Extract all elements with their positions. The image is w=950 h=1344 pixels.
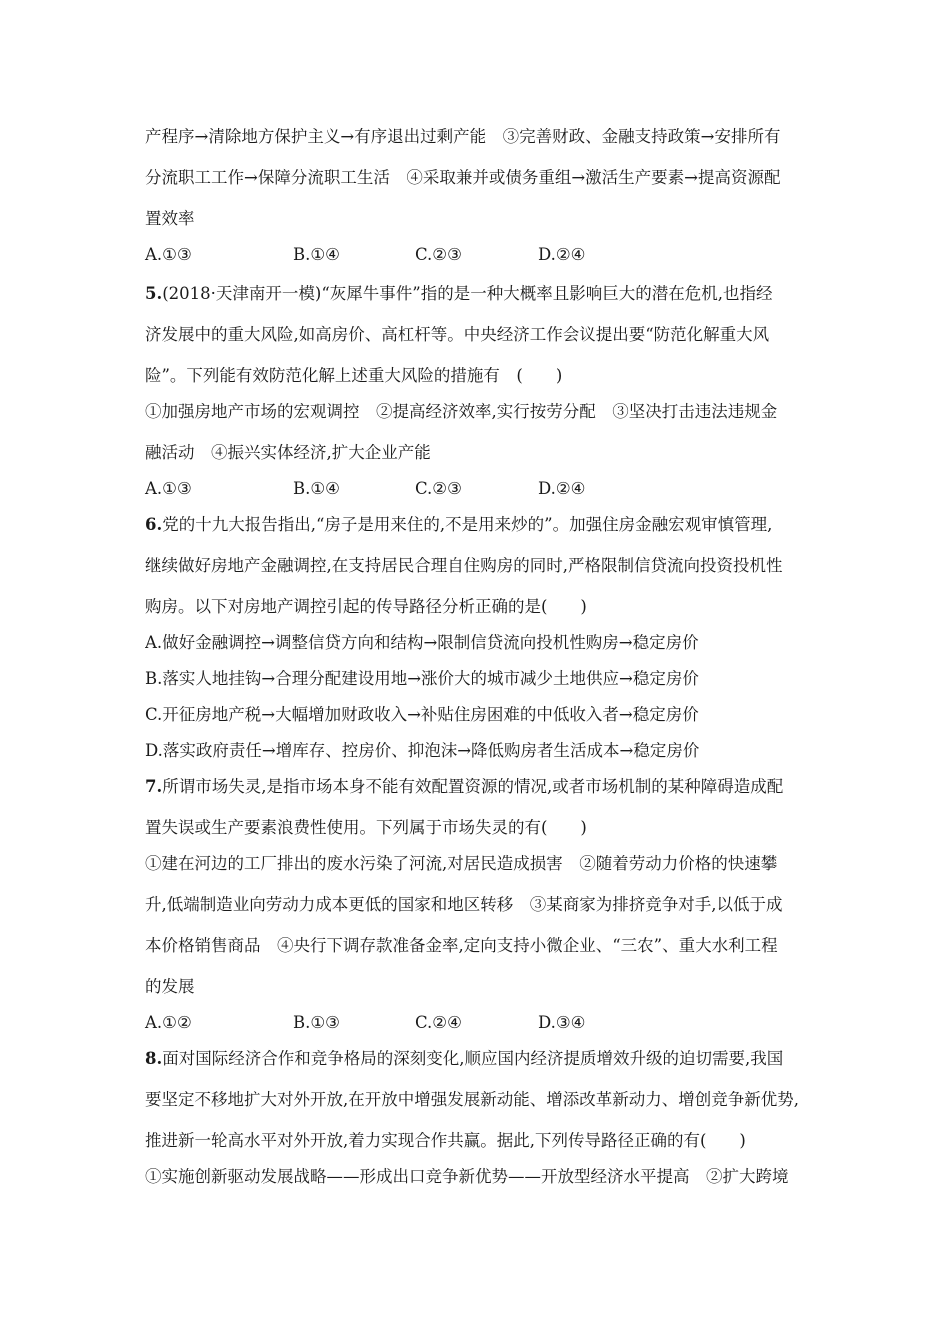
option-a: A.①③ (145, 245, 192, 264)
intro-line-2: 分流职工工作→保障分流职工生活 ④采取兼并或债务重组→激活生产要素→提高资源配 (145, 168, 781, 187)
question-7-line-4: 升,低端制造业向劳动力成本更低的国家和地区转移 ③某商家为排挤竞争对手,以低于成 (145, 895, 783, 914)
question-5-line-2: 济发展中的重大风险,如高房价、高杠杆等。中央经济工作会议提出要“防范化解重大风 (145, 325, 770, 344)
question-7-line-6: 的发展 (145, 977, 195, 996)
question-number: 8. (145, 1049, 163, 1068)
question-8-line-4: ①实施创新驱动发展战略——形成出口竞争新优势——开放型经济水平提高 ②扩大跨境 (145, 1167, 789, 1186)
question-8-line-1 (145, 1048, 810, 1070)
option-b: B.①④ (293, 245, 340, 264)
option-c: C.②③ (415, 479, 462, 498)
intro-line-3: 置效率 (145, 209, 195, 228)
question-6-line-2: 继续做好房地产金融调控,在支持居民合理自住购房的同时,严格限制信贷流向投资投机性 (145, 556, 783, 575)
question-6-option-a: A.做好金融调控→调整信贷方向和结构→限制信贷流向投机性购房→稳定房价 (145, 633, 699, 652)
question-7-line-1 (145, 776, 810, 798)
question-7-line-3: ①建在河边的工厂排出的废水污染了河流,对居民造成损害 ②随着劳动力价格的快速攀 (145, 854, 778, 873)
option-c: C.②④ (415, 1013, 462, 1032)
question-5-line-3: 险”。下列能有效防范化解上述重大风险的措施有 ( ) (145, 366, 563, 385)
question-5-line-5: 融活动 ④振兴实体经济,扩大企业产能 (145, 443, 431, 462)
intro-line-1: 产程序→清除地方保护主义→有序退出过剩产能 ③完善财政、金融支持政策→安排所有 (145, 127, 781, 146)
question-8-text: 面对国际经济合作和竞争格局的深刻变化,顺应国内经济提质增效升级的迫切需要,我国 (162, 1049, 784, 1068)
question-7-line-5: 本价格销售商品 ④央行下调存款准备金率,定向支持小微企业、“三农”、重大水利工程 (145, 936, 778, 955)
question-6-option-c: C.开征房地产税→大幅增加财政收入→补贴住房困难的中低收入者→稳定房价 (145, 705, 699, 724)
question-8-line-2: 要坚定不移地扩大对外开放,在开放中增强发展新动能、增添改革新动力、增创竞争新优势, (145, 1090, 799, 1109)
option-d: D.②④ (538, 245, 586, 264)
question-number: 5. (145, 284, 163, 303)
question-6-line-1 (145, 514, 810, 536)
question-8-line-3: 推进新一轮高水平对外开放,着力实现合作共赢。据此,下列传导路径正确的有( ) (145, 1131, 746, 1150)
question-6-option-d: D.落实政府责任→增库存、控房价、抑泡沫→降低购房者生活成本→稳定房价 (145, 741, 700, 760)
option-d: D.③④ (538, 1013, 586, 1032)
option-a: A.①② (145, 1013, 192, 1032)
question-5-line-1 (145, 283, 810, 305)
question-6-line-3: 购房。以下对房地产调控引起的传导路径分析正确的是( ) (145, 597, 587, 616)
question-number: 7. (145, 777, 163, 796)
option-b: B.①④ (293, 479, 340, 498)
question-7-text: 所谓市场失灵,是指市场本身不能有效配置资源的情况,或者市场机制的某种障碍造成配 (162, 777, 784, 796)
option-b: B.①③ (293, 1013, 340, 1032)
option-c: C.②③ (415, 245, 462, 264)
question-6-text: 党的十九大报告指出,“房子是用来住的,不是用来炒的”。加强住房金融宏观审慎管理, (162, 515, 773, 534)
question-5-line-4: ①加强房地产市场的宏观调控 ②提高经济效率,实行按劳分配 ③坚决打击违法违规金 (145, 402, 778, 421)
option-a: A.①③ (145, 479, 192, 498)
question-number: 6. (145, 515, 163, 534)
question-7-line-2: 置失误或生产要素浪费性使用。下列属于市场失灵的有( ) (145, 818, 587, 837)
question-6-option-b: B.落实人地挂钩→合理分配建设用地→涨价大的城市减少土地供应→稳定房价 (145, 669, 699, 688)
question-5-text: (2018·天津南开一模)“灰犀牛事件”指的是一种大概率且影响巨大的潜在危机,也指经 (162, 284, 773, 303)
option-d: D.②④ (538, 479, 586, 498)
